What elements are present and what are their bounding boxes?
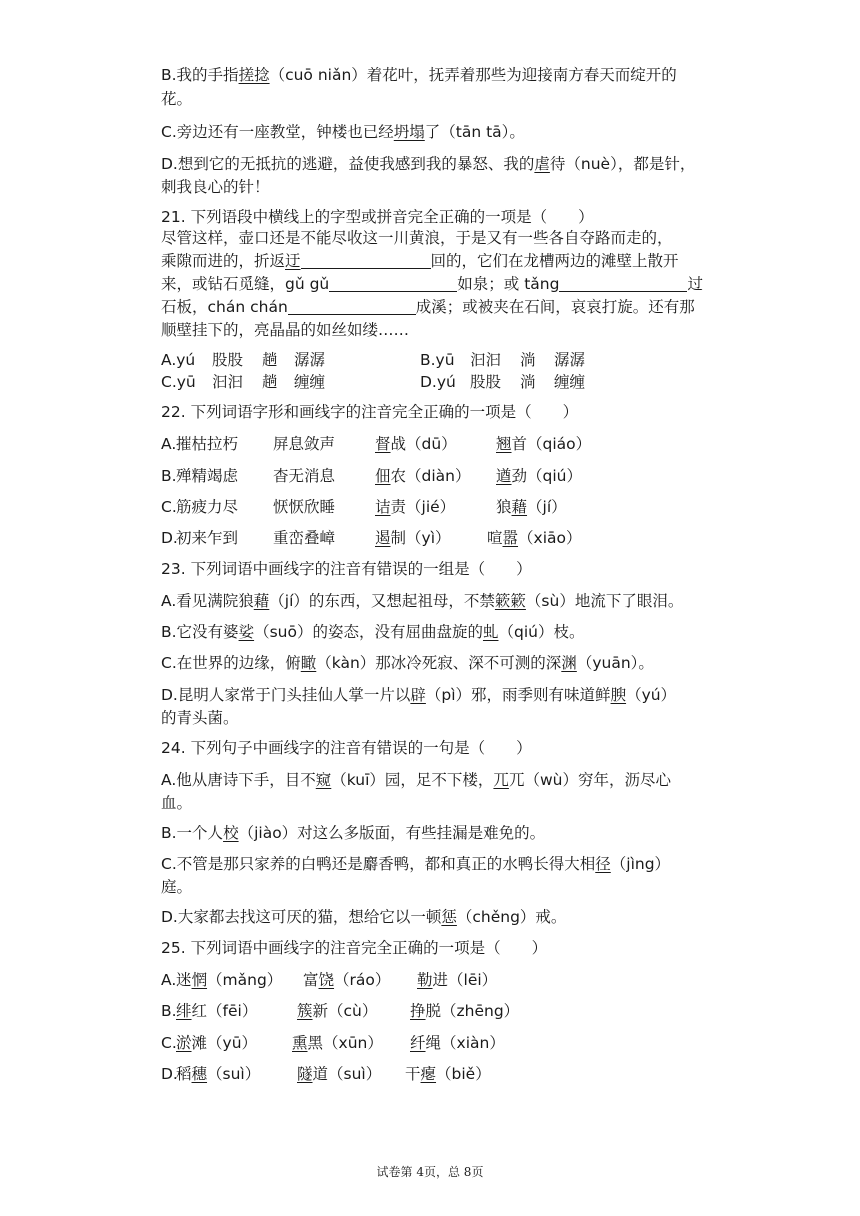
q24-stem: 24. 下列句子中画线字的注音有错误的一句是（ ） — [161, 739, 532, 757]
q21-passage-line4: 石板，chán chán 成溪；或被夹在石间，哀哀打旋。还有那 — [161, 298, 695, 316]
underlined-word: 诘 — [375, 498, 391, 516]
underlined-word: 翘 — [496, 435, 512, 453]
q23-option-d-line1[interactable]: D.昆明人家常于门头挂仙人掌一片以辟（pì）邪，雨季则有味道鲜腴（yú） — [161, 686, 677, 704]
answer-blank — [301, 252, 431, 269]
underlined-word: 勒 — [417, 971, 433, 989]
q20-option-d-line2: 刺我良心的针！ — [161, 178, 270, 196]
q23-option-d-line2: 的青头菌。 — [161, 709, 239, 727]
underlined-word: 渊 — [561, 654, 577, 672]
q20-option-b-line2: 花。 — [161, 90, 193, 108]
answer-blank — [288, 298, 416, 315]
underlined-word: 簇 — [297, 1002, 313, 1020]
page-footer: 试卷第 4页，总 8页 — [376, 1165, 484, 1179]
underlined-word: 嚣 — [502, 529, 519, 547]
underlined-word: 遒 — [496, 467, 512, 485]
q23-option-c[interactable]: C.在世界的边缘，俯瞰（kàn）那冰冷死寂、深不可测的深渊（yuān）。 — [161, 654, 654, 672]
underlined-word: 督 — [375, 435, 391, 453]
underlined-word: 簌簌 — [494, 592, 526, 610]
underlined-word: 瘪 — [420, 1065, 437, 1083]
underlined-word: 佃 — [375, 467, 391, 485]
underlined-word: 绯 — [176, 1002, 192, 1020]
underlined-word: 遏 — [375, 529, 391, 547]
q24-option-c-line1[interactable]: C.不管是那只家养的白鸭还是麝香鸭，都和真正的水鸭长得大相径（jìng） — [161, 855, 671, 873]
q24-option-a-line1[interactable]: A.他从唐诗下手，目不窥（kuī）园，足不下楼，兀兀（wù）穷年，沥尽心 — [161, 771, 671, 789]
underlined-word: 虐 — [534, 155, 550, 173]
underlined-word: 惩 — [441, 908, 457, 926]
q20-option-c: C.旁边还有一座教堂，钟楼也已经坍塌了（tān tā）。 — [161, 123, 525, 141]
q21-passage-line2: 乘隙而进的，折返迂 回的，它们在龙槽两边的滩壁上散开 — [161, 252, 679, 270]
underlined-word: 淤 — [176, 1034, 192, 1052]
q23-stem: 23. 下列词语中画线字的注音有错误的一组是（ ） — [161, 560, 532, 578]
underlined-word: 纤 — [410, 1034, 426, 1052]
underlined-word: 兀 — [493, 771, 509, 789]
underlined-word: 搓捻 — [238, 66, 270, 84]
answer-blank — [329, 275, 457, 292]
q24-option-c-line2: 庭。 — [161, 878, 193, 896]
q23-option-b[interactable]: B.它没有婆娑（suō）的姿态，没有屈曲盘旋的虬（qiú）枝。 — [161, 623, 585, 641]
underlined-word: 窥 — [315, 771, 332, 789]
q20-option-b-line1: B.我的手指搓捻（cuō niǎn）着花叶，抚弄着那些为迎接南方春天而绽开的 — [161, 66, 677, 84]
underlined-word: 径 — [595, 855, 611, 873]
q24-option-a-line2: 血。 — [161, 794, 193, 812]
q22-stem: 22. 下列词语字形和画线字的注音完全正确的一项是（ ） — [161, 403, 579, 421]
q24-option-b[interactable]: B.一个人校（jiào）对这么多版面，有些挂漏是难免的。 — [161, 824, 546, 842]
underlined-word: 坍塌 — [393, 123, 425, 141]
underlined-word: 藉 — [511, 498, 528, 516]
q20-option-d-line1: D.想到它的无抵抗的逃避，益使我感到我的暴怒、我的虐待（nuè），都是针， — [161, 155, 696, 173]
q21-stem: 21. 下列语段中横线上的字型或拼音完全正确的一项是（ ） — [161, 208, 594, 226]
underlined-word: 辟 — [410, 686, 426, 704]
answer-blank — [559, 275, 687, 292]
q24-option-d[interactable]: D.大家都去找这可厌的猫，想给它以一顿惩（chěng）戒。 — [161, 908, 567, 926]
q21-passage-line1: 尽管这样，壶口还是不能尽收这一川黄浪，于是又有一些各自夺路而走的， — [161, 229, 673, 247]
underlined-word: 腴 — [610, 686, 627, 704]
underlined-word: 校 — [223, 824, 239, 842]
q21-passage-line5: 顺壁挂下的，亮晶晶的如丝如缕…… — [161, 321, 410, 339]
underlined-word: 娑 — [238, 623, 255, 641]
underlined-word: 隧 — [297, 1065, 313, 1083]
underlined-word: 虬 — [482, 623, 499, 641]
underlined-word: 迂 — [285, 252, 301, 270]
underlined-word: 藉 — [253, 592, 270, 610]
underlined-word: 饶 — [318, 971, 335, 989]
q23-option-a[interactable]: A.看见满院狼藉（jí）的东西，又想起祖母，不禁簌簌（sù）地流下了眼泪。 — [161, 592, 684, 610]
underlined-word: 穗 — [191, 1065, 208, 1083]
underlined-word: 惘 — [191, 971, 208, 989]
q25-stem: 25. 下列词语中画线字的注音完全正确的一项是（ ） — [161, 939, 548, 957]
q21-passage-line3: 来，或钻石觅缝，gǔ gǔ 如泉；或 tǎng 过 — [161, 275, 703, 293]
underlined-word: 熏 — [292, 1034, 308, 1052]
underlined-word: 挣 — [410, 1002, 426, 1020]
underlined-word: 瞰 — [300, 654, 317, 672]
